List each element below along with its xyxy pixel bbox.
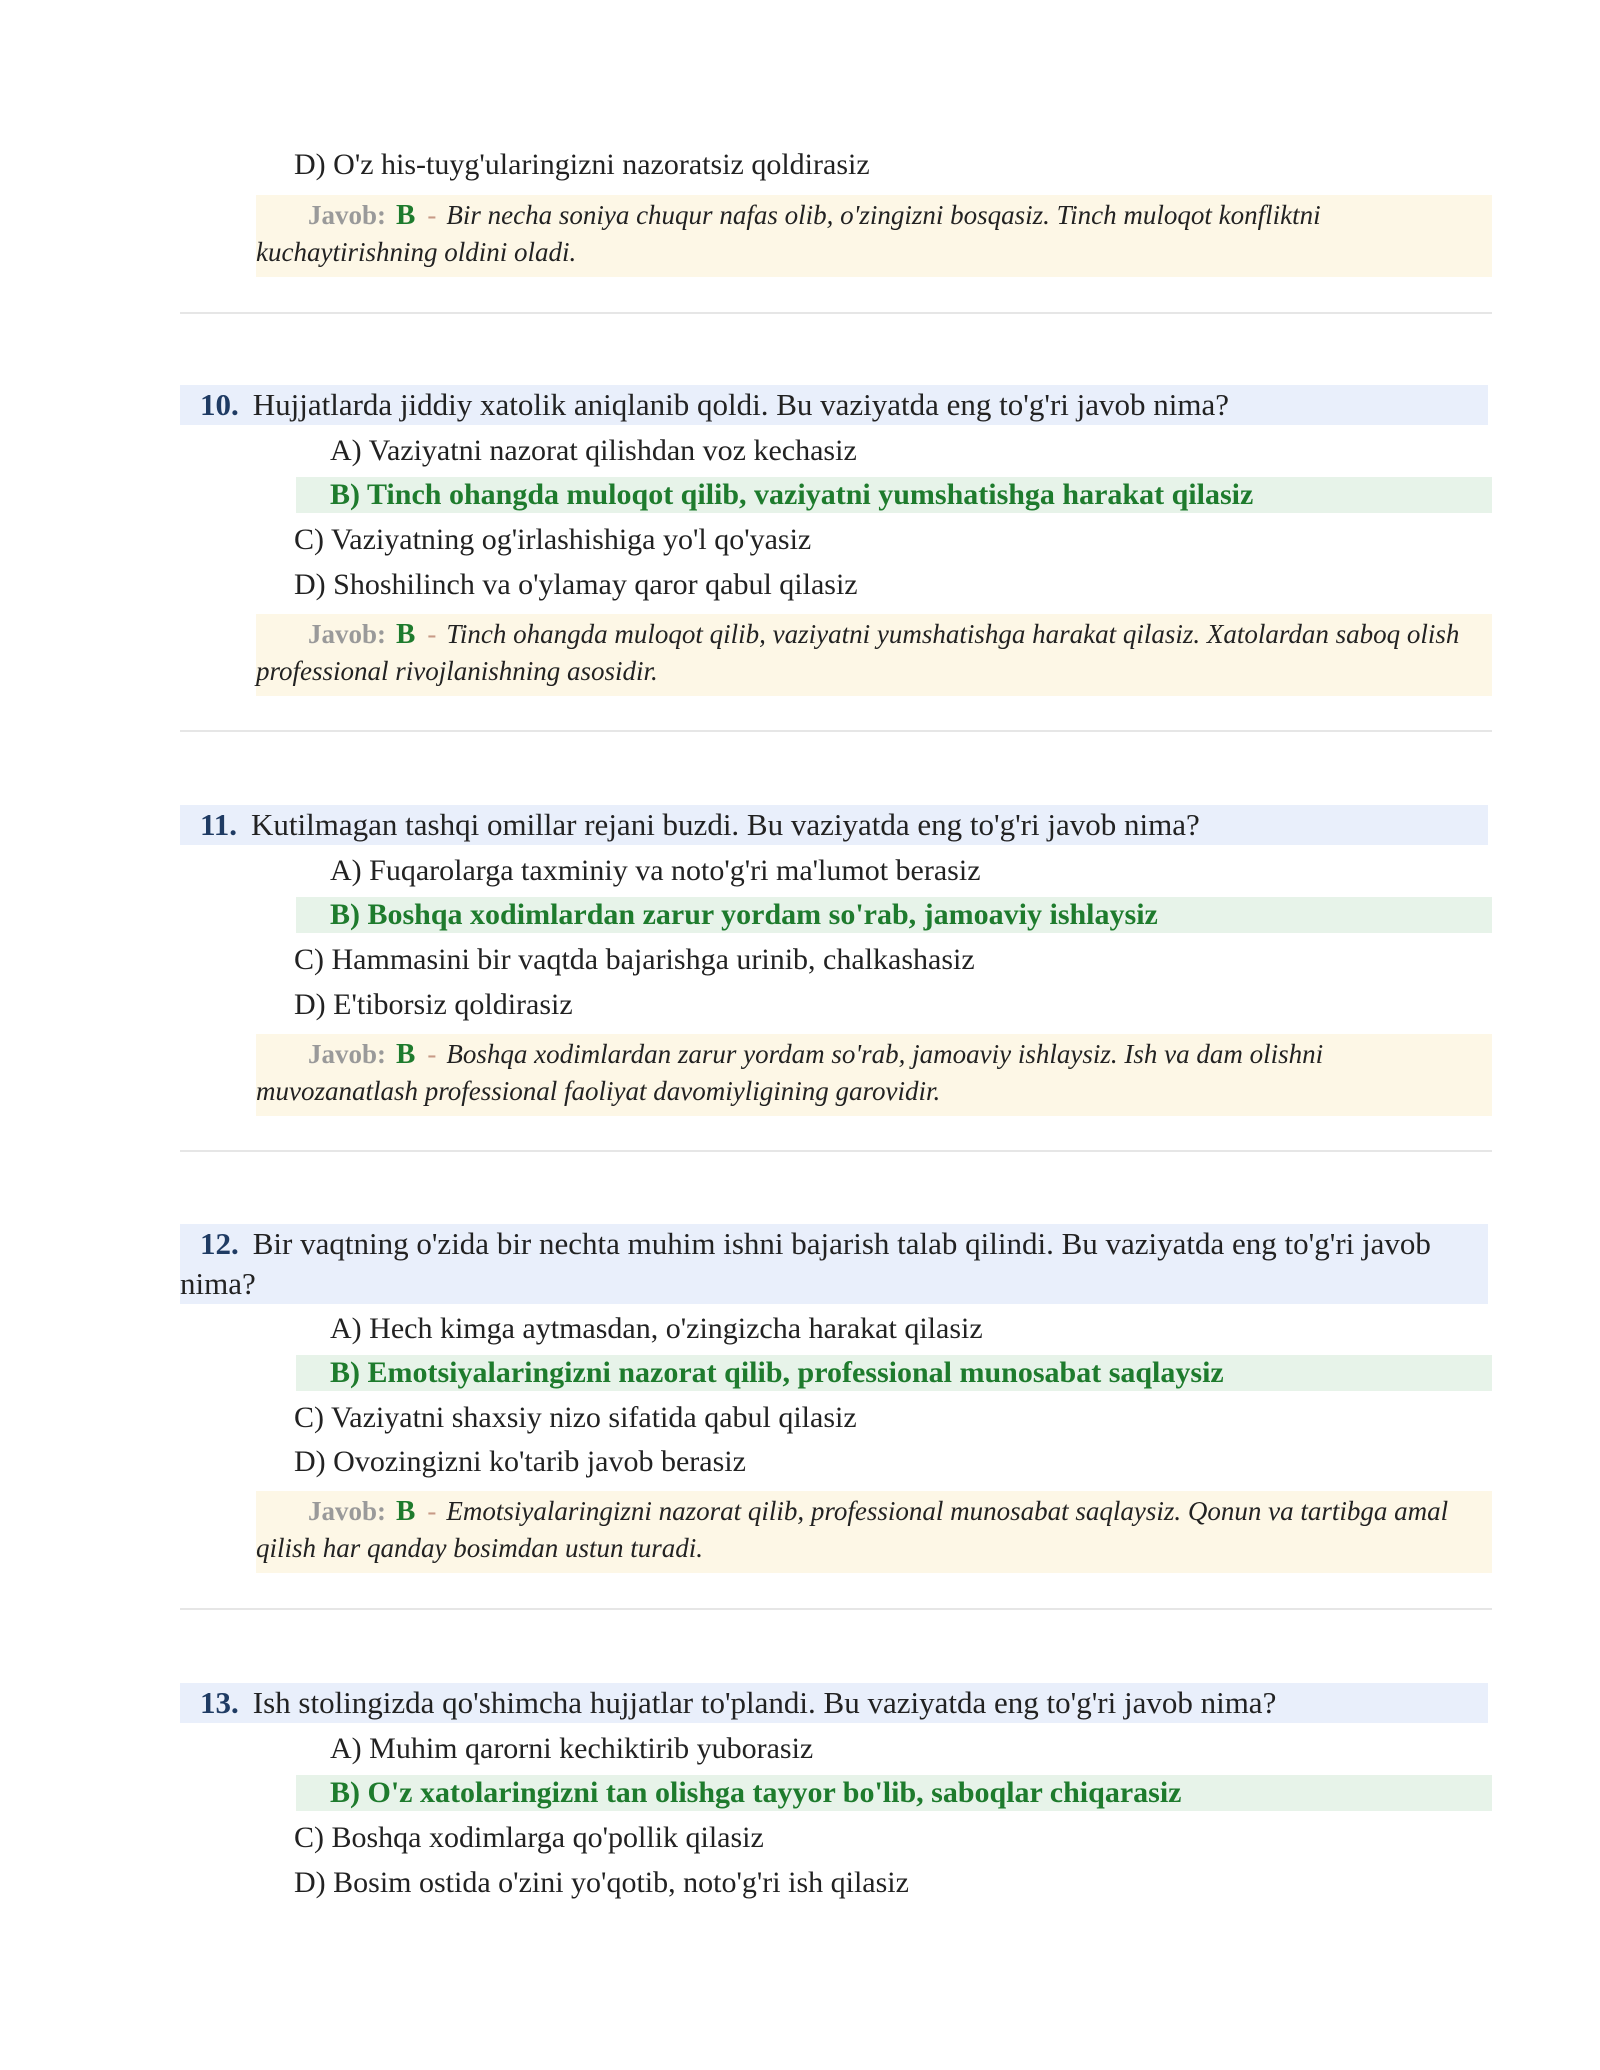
answer-text: Bir necha soniya chuqur nafas olib, o'zingizni bosqasiz. Tinch muloqot konfliktni kuchaytirishning oldini oladi. [256, 200, 1321, 267]
q12-option-b-correct: B) Emotsiyalaringizni nazorat qilib, professional munosabat saqlaysiz [296, 1355, 1492, 1391]
q10-answer-box [256, 614, 1492, 696]
answer-dash: - [427, 619, 437, 649]
separator [180, 312, 1492, 314]
q13-option-d: D) Bosim ostida o'zini yo'qotib, noto'g'ri ish qilasiz [294, 1866, 909, 1899]
q12-number: 12. [200, 1226, 239, 1261]
q9-option-d: D) O'z his-tuyg'ularingizni nazoratsiz qoldirasiz [294, 148, 870, 181]
q13-option-c: C) Boshqa xodimlarga qo'pollik qilasiz [294, 1821, 764, 1854]
q11-option-c: C) Hammasini bir vaqtda bajarishga urinib, chalkashasiz [294, 943, 975, 976]
answer-key: B [396, 1495, 416, 1527]
answer-label: Javob: [308, 200, 387, 230]
answer-dash: - [427, 1039, 437, 1069]
answer-text: Emotsiyalaringizni nazorat qilib, professional munosabat saqlaysiz. Qonun va tartibga amal qilish har qanday bosimdan ustun turadi. [256, 1496, 1449, 1563]
separator [180, 1608, 1492, 1610]
q9-answer-box [256, 195, 1492, 277]
answer-label: Javob: [308, 1496, 387, 1526]
q10-option-c: C) Vaziyatning og'irlashishiga yo'l qo'yasiz [294, 523, 812, 556]
q13-question-text: Ish stolingizda qo'shimcha hujjatlar to'plandi. Bu vaziyatda eng to'g'ri javob nima? [252, 1685, 1277, 1720]
q11-heading [180, 805, 1488, 845]
q12-option-c: C) Vaziyatni shaxsiy nizo sifatida qabul qilasiz [294, 1401, 857, 1434]
q10-option-d: D) Shoshilinch va o'ylamay qaror qabul qilasiz [294, 568, 858, 601]
q12-option-a: A) Hech kimga aytmasdan, o'zingizcha harakat qilasiz [330, 1312, 983, 1345]
answer-key: B [396, 199, 416, 231]
q13-number: 13. [200, 1685, 239, 1720]
q12-answer-box [256, 1491, 1492, 1573]
q11-option-b-correct: B) Boshqa xodimlardan zarur yordam so'rab, jamoaviy ishlaysiz [296, 897, 1492, 933]
answer-dash: - [427, 200, 437, 230]
answer-key: B [396, 1038, 416, 1070]
q11-question-text: Kutilmagan tashqi omillar rejani buzdi. Bu vaziyatda eng to'g'ri javob nima? [251, 807, 1200, 842]
q13-option-a: A) Muhim qarorni kechiktirib yuborasiz [330, 1732, 814, 1765]
q10-heading [180, 385, 1488, 425]
q12-option-d: D) Ovozingizni ko'tarib javob berasiz [294, 1445, 746, 1478]
answer-text: Boshqa xodimlardan zarur yordam so'rab, jamoaviy ishlaysiz. Ish va dam olishni muvozanatlash professional faoliyat davomiyligining garovidir. [256, 1039, 1324, 1106]
answer-dash: - [427, 1496, 437, 1526]
answer-text: Tinch ohangda muloqot qilib, vaziyatni yumshatishga harakat qilasiz. Xatolardan saboq olish professional rivojlanishning asosidir. [256, 619, 1460, 686]
q11-number: 11. [200, 807, 238, 842]
separator [180, 1150, 1492, 1152]
q10-number: 10. [200, 387, 239, 422]
q11-answer-box [256, 1034, 1492, 1116]
q12-question-text: Bir vaqtning o'zida bir nechta muhim ishni bajarish talab qilindi. Bu vaziyatda eng to'g'ri javob nima? [180, 1226, 1431, 1301]
q10-question-text: Hujjatlarda jiddiy xatolik aniqlanib qoldi. Bu vaziyatda eng to'g'ri javob nima? [252, 387, 1229, 422]
answer-key: B [396, 618, 416, 650]
q10-option-b-correct: B) Tinch ohangda muloqot qilib, vaziyatni yumshatishga harakat qilasiz [296, 477, 1492, 513]
q13-heading [180, 1683, 1488, 1723]
q12-heading [180, 1224, 1488, 1304]
separator [180, 730, 1492, 732]
q13-option-b-correct: B) O'z xatolaringizni tan olishga tayyor bo'lib, saboqlar chiqarasiz [296, 1775, 1492, 1811]
q10-option-a: A) Vaziyatni nazorat qilishdan voz kechasiz [330, 434, 857, 467]
answer-label: Javob: [308, 619, 387, 649]
q11-option-a: A) Fuqarolarga taxminiy va noto'g'ri ma'lumot berasiz [330, 854, 981, 887]
q11-option-d: D) E'tiborsiz qoldirasiz [294, 988, 573, 1021]
answer-label: Javob: [308, 1039, 387, 1069]
